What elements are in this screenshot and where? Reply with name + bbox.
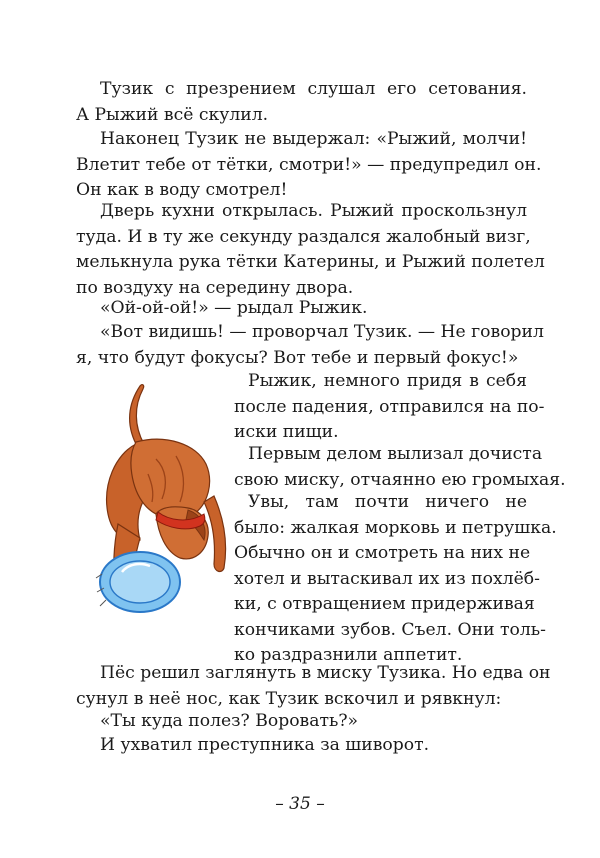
bowl-inner [110, 561, 170, 603]
paragraph-5 [76, 320, 544, 371]
paragraph-3 [76, 199, 545, 301]
text-line: хотел и вытаскивал их из похлёб- [234, 568, 540, 589]
text-line: я, что будут фокусы? Вот тебе и первый фокус!» [76, 347, 519, 368]
text-line: Он как в воду смотрел! [76, 180, 288, 200]
text-line: «Вот видишь! — проворчал Тузик. — Не говорил [100, 322, 544, 342]
dog-eating-from-bowl-illustration [96, 374, 236, 624]
text-line: «Ты куда полез? Воровать?» [100, 711, 359, 731]
text-line: кончиками зубов. Съел. Они толь- [234, 619, 546, 640]
paragraph-6 [234, 369, 545, 446]
dog-tail [130, 385, 144, 444]
text-line: Тузик с презрением слушал его сетования. [100, 79, 527, 99]
text-line: ко раздразнили аппетит. [234, 645, 463, 665]
text-line: Увы, там почти ничего не [248, 492, 527, 512]
text-line: свою миску, отчаянно ею громыхая. [234, 469, 566, 490]
text-line: туда. И в ту же секунду раздался жалобный визг, [76, 226, 531, 247]
text-line: иски пищи. [234, 422, 339, 442]
paragraph-11 [76, 733, 527, 759]
dog-illustration-svg [96, 374, 236, 624]
paragraph-2 [76, 127, 542, 204]
text-line: было: жалкая морковь и петрушка. [234, 517, 557, 538]
text-line: Первым делом вылизал дочиста [248, 444, 543, 464]
paragraph-8 [234, 490, 557, 669]
paragraph-1 [76, 77, 527, 128]
text-line: И ухватил преступника за шиворот. [100, 735, 430, 755]
paragraph-4 [76, 296, 527, 322]
text-line: «Ой-ой-ой!» — рыдал Рыжик. [100, 298, 368, 318]
page-number: – 35 – [275, 794, 325, 814]
text-line: после падения, отправился на по- [234, 396, 545, 417]
text-line: Пёс решил заглянуть в миску Тузика. Но едва он [100, 663, 551, 683]
text-line: по воздуху на середину двора. [76, 277, 354, 298]
paragraph-10 [76, 709, 527, 735]
text-line: Дверь кухни открылась. Рыжий проскользнул [100, 201, 527, 221]
text-line: ки, с отвращением придерживая [234, 594, 535, 614]
text-line: А Рыжий всё скулил. [76, 104, 269, 125]
text-line: Рыжик, немного придя в себя [248, 371, 527, 391]
text-line: Влетит тебе от тётки, смотри!» — предупредил он. [76, 154, 542, 175]
text-line: сунул в неё нос, как Тузик вскочил и рявкнул: [76, 688, 502, 709]
text-line: Наконец Тузик не выдержал: «Рыжий, молчи! [100, 129, 527, 149]
text-line: мелькнула рука тётки Катерины, и Рыжий полетел [76, 252, 545, 272]
paragraph-9 [76, 661, 551, 712]
paragraph-7 [234, 442, 566, 493]
text-line: Обычно он и смотреть на них не [234, 543, 531, 563]
